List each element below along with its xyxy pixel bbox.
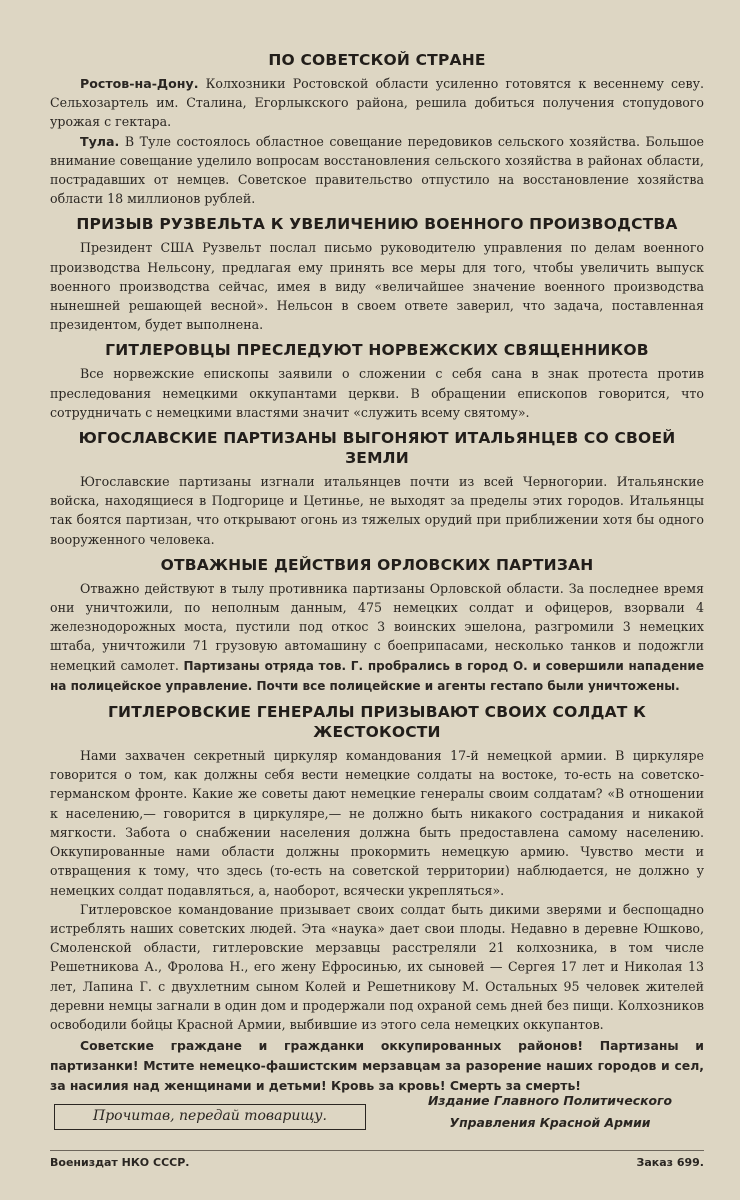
pass-on-stamp: Прочитав, передай товарищу. — [54, 1104, 366, 1130]
paragraph-rostov — [50, 74, 704, 132]
footer-block — [50, 1090, 704, 1140]
dateline-city: Ростов-на-Дону. — [80, 76, 199, 91]
paragraph-regular-run: Отважно действуют в тылу противника партизаны Орловской области. За последнее время они уничтожили, по неполным данным, 475 немецких солдат и офицеров, взорвали 4 железнодорожных моста, пустили под откос 3 воинских эшелона, разгромили 3 немецких штаба, уничтожили 71 грузовую автомашину с боеприпасами, несколько танков и подожгли немецкий самолет. — [50, 580, 704, 673]
section-soviet-country — [50, 50, 704, 208]
section-norwegian-priests — [50, 340, 704, 422]
section-title: ОТВАЖНЫЕ ДЕЙСТВИЯ ОРЛОВСКИХ ПАРТИЗАН — [160, 555, 594, 574]
paragraph-text: Гитлеровское командование призывает своих солдат быть дикими зверями и беспощадно истреблять наших советских людей. Эта «наука» дает свои плоды. Недавно в деревне Юшково, Смоленской области, гитлеровские мерзавцы расстреляли 21 колхозника, в том числе Решетникова А., Фролова Н., его жену Ефросинью, их сыновей — Сергея 17 лет и Николая 13 лет, Лапина Г. с двухлетним сыном Колей и Решетникову М. Остальных 95 человек жителей деревни немцы загнали в один дом и продержали под охраной семь дней без пищи. Колхозников освободили бойцы Красной Армии, выбившие из этого села немецких оккупантов. — [50, 901, 704, 1032]
paragraph-text: Президент США Рузвельт послал письмо руководителю управления по делам военного производства Нельсону, предлагая ему принять все меры для того, чтобы увеличить выпуск военного производства сейчас, имея в виду «величайшее значение военного производства нынешней решающей весной». Нельсон в своем ответе заверил, что задача, поставленная президентом, будет выполнена. — [50, 240, 704, 333]
paragraph-text — [50, 579, 704, 696]
section-orel-partisans — [50, 555, 704, 696]
closing-appeal: Советские граждане и гражданки оккупированных районов! Партизаны и партизанки! Мстите немецко-фашистским мерзавцам за разорение наших городов и сел, за насилия над женщинами и детьми! Кровь за кровь! Смерть за смерть! — [50, 1038, 704, 1094]
publisher-line: Издание Главного Политического — [427, 1093, 673, 1108]
leaflet-content — [50, 44, 704, 1096]
section-yugoslav-partisans — [50, 428, 704, 549]
dateline-city: Тула. — [80, 133, 120, 149]
paragraph-text: Все норвежские епископы заявили о сложении с себя сана в знак протеста против преследования немецкими оккупантами церкви. В обращении епископов говорится, что сотрудничать с немецкими властями значит «служить всему святому». — [50, 366, 704, 420]
section-roosevelt — [50, 214, 704, 334]
paragraph-text: Югославские партизаны изгнали итальянцев почти из всей Черногории. Итальянские войска, находящиеся в Подгорице и Цетинье, не выходят за пределы этих городов. Итальянцы так боятся партизан, что открывают огонь из тяжелых орудий при приближении хотя бы одного вооруженного человека. — [50, 474, 704, 547]
paragraph-tula — [50, 132, 704, 209]
section-title: ПРИЗЫВ РУЗВЕЛЬТА К УВЕЛИЧЕНИЮ ВОЕННОГО ПРОИЗВОДСТВА — [76, 215, 678, 234]
section-title: ГИТЛЕРОВЦЫ ПРЕСЛЕДУЮТ НОРВЕЖСКИХ СВЯЩЕННИКОВ — [105, 341, 649, 360]
publisher-credit — [400, 1090, 700, 1134]
section-title: ЮГОСЛАВСКИЕ ПАРТИЗАНЫ ВЫГОНЯЮТ ИТАЛЬЯНЦЕВ СО СВОЕЙ ЗЕМЛИ — [78, 429, 676, 468]
section-title: ГИТЛЕРОВСКИЕ ГЕНЕРАЛЫ ПРИЗЫВАЮТ СВОИХ СОЛДАТ К ЖЕСТОКОСТИ — [107, 703, 647, 742]
paragraph-bold-run: Партизаны отряда тов. Г. пробрались в город О. и совершили нападение на полицейское управление. Почти все полицейские и агенты гестапо были уничтожены. — [50, 658, 704, 693]
imprint: Воениздат НКО СССР. — [50, 1156, 190, 1169]
section-hitler-generals — [50, 702, 704, 1034]
publisher-line: Управления Красной Армии — [449, 1115, 651, 1130]
order-number: Заказ 699. — [636, 1156, 704, 1169]
paragraph-text: В Туле состоялось областное совещание передовиков сельского хозяйства. Большое внимание совещание уделило вопросам восстановления сельского хозяйства в районах области, пострадавших от немцев. Советское правительство отпустило на восстановление хозяйства области 18 миллионов рублей. — [50, 133, 704, 207]
footer-divider — [50, 1150, 704, 1151]
section-title: ПО СОВЕТСКОЙ СТРАНЕ — [268, 51, 486, 69]
paragraph-text: Колхозники Ростовской области усиленно готовятся к весеннему севу. Сельхозартель им. Сталина, Егорлыкского района, решила добиться получения стопудового урожая с гектара. — [50, 76, 704, 130]
paragraph-text: Нами захвачен секретный циркуляр командования 17-й немецкой армии. В циркуляре говорится о том, как должны себя вести немецкие солдаты на востоке, то-есть на советско-германском фронте. Какие же советы дают немецкие генералы своим солдатам? «В отношении к населению,— говорится в циркуляре,— не должно быть никакого сострадания и никакой мягкости. Забота о снабжении населения должна быть предоставлена самому населению. Оккупированные нами области должны прокормить немецкую армию. Чувство мести и отвращения к тому, что здесь (то-есть на советской территории) наблюдается, не должно у немецких солдат подавляться, а, наоборот, всячески укрепляться». — [50, 748, 704, 898]
